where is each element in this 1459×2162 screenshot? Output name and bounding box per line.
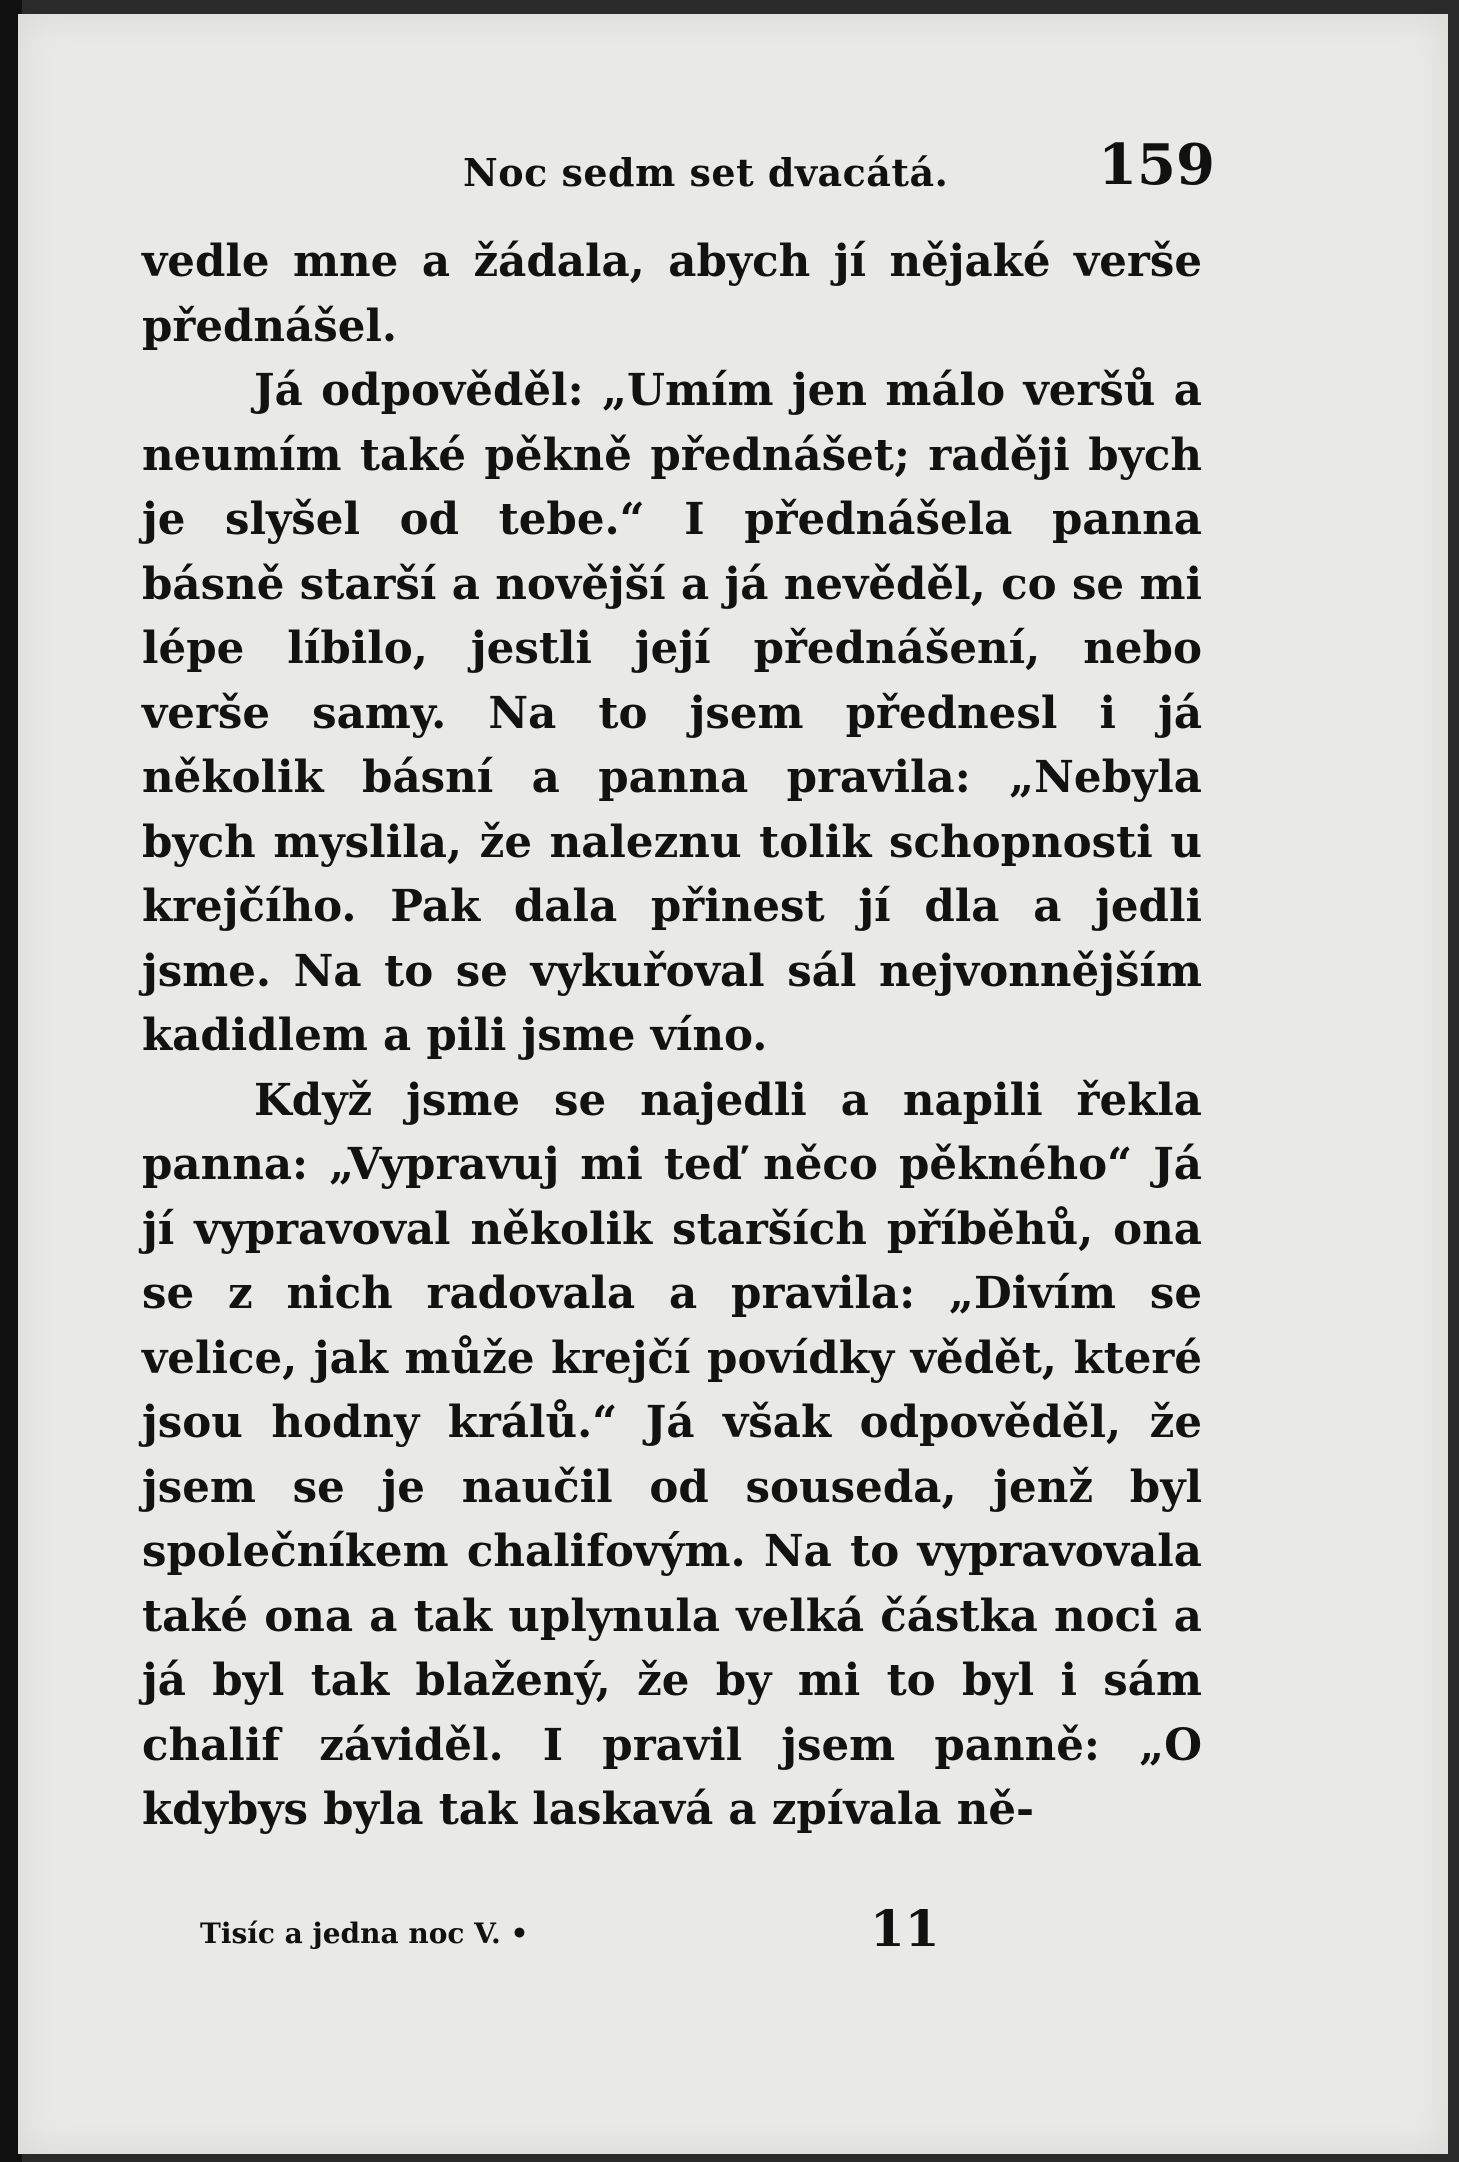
paragraph-continued: vedle mne a žádala, abych jí nějaké verše přednášel. bbox=[142, 236, 1202, 352]
body-text bbox=[142, 230, 1202, 1843]
running-title: Noc sedm set dvacátá. bbox=[463, 150, 949, 195]
sheet-number: 11 bbox=[870, 1899, 940, 1958]
paragraph: Já odpověděl: „Umím jen málo veršů a neumím také pěkně přednášet; raději bych je slyšel od tebe.“ I přednášela panna básně starší a novější a já nevěděl, co se mi lépe líbilo, jestli její přednášení, nebo verše samy. Na to jsem přednesl i já několik básní a panna pravila: „Nebyla bych myslila, že naleznu tolik schopnosti u krejčího. Pak dala přinest jí dla a jedli jsme. Na to se vykuřoval sál nejvonnějším kadidlem a pili jsme víno. bbox=[142, 365, 1202, 1061]
page-footer bbox=[200, 1895, 1000, 1965]
page-header bbox=[145, 128, 1215, 208]
paragraph: Když jsme se najedli a napili řekla panna: „Vypravuj mi teď něco pěkného“ Já jí vypravoval několik starších příběhů, ona se z nich radovala a pravila: „Divím se velice, jak může krejčí povídky vědět, které jsou hodny králů.“ Já však odpověděl, že jsem se je naučil od souseda, jenž byl společníkem chalifovým. Na to vypravovala také ona a tak uplynula velká částka noci a já byl tak blažený, že by mi to byl i sám chalif záviděl. I pravil jsem panně: „O kdybys byla tak laskavá a zpívala ně- bbox=[142, 1074, 1202, 1835]
signature-line: Tisíc a jedna noc V. • bbox=[200, 1917, 529, 1950]
page-number: 159 bbox=[1098, 132, 1215, 198]
